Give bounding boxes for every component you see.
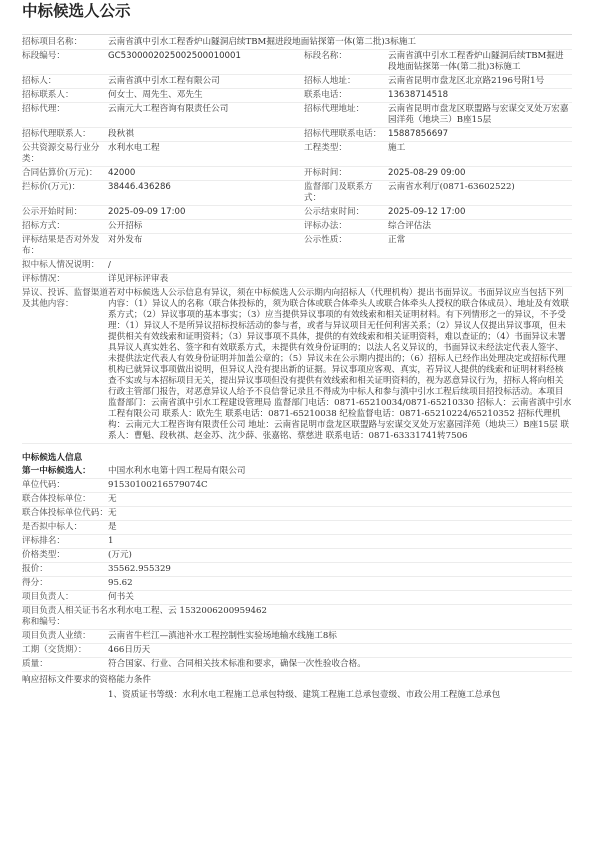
candidate-field-value: (万元) [108,550,132,560]
candidate-field-label: 报价： [22,564,48,574]
field-value: 13638714518 [388,90,449,100]
field-label: 招标代理： [22,104,65,114]
field-value: 云南省昆明市盘龙区联盟路与宏谋交叉处万宏嘉园洋苑（地块三）B座15层 [388,104,569,125]
candidate-field-value: 水利水电工程、云 1532006200959462 [108,606,267,616]
candidate-field-label: 价格类型： [22,550,65,560]
field-label: 招标代理联系人： [22,129,91,139]
field-label: 异议、投诉、监督渠道及其他内容： [22,288,108,309]
candidate-field-value: 466日历天 [108,645,151,655]
field-label: 招标人： [22,76,57,86]
requirements-section [22,674,572,701]
candidate-row [22,577,572,591]
candidate-row [22,644,572,658]
candidate-row [22,507,572,521]
field-label: 公示结束时间： [304,207,365,217]
candidate-field-value: 无 [108,494,117,504]
field-value: 施工 [388,143,406,153]
field-value: 15887856697 [388,129,449,139]
candidate-field-label: 单位代码： [22,480,65,490]
field-label: 标段名称： [304,51,347,61]
field-value: 对外发布 [108,235,143,245]
field-label: 招标方式： [22,221,65,231]
field-label: 拟中标人情况说明： [22,260,100,270]
candidate-row [22,493,572,507]
candidate-row [22,563,572,577]
field-label: 评标结果是否对外发布： [22,235,100,256]
field-label: 公示开始时间： [22,207,83,217]
info-row [22,50,572,75]
field-label: 公共资源交易行业分类： [22,143,100,164]
field-value: / [108,260,111,270]
candidate-row [22,465,572,479]
candidate-field-value: 云南省牛栏江—滇池补水工程控制性实验场地输水线施工8标 [108,631,337,641]
field-value: 水利水电工程 [108,143,160,153]
candidate-field-value: 91530100216579074C [108,480,208,490]
field-label: 招标项目名称： [22,37,83,47]
candidate-field-value: 35562.955329 [108,564,171,574]
info-row [22,103,572,128]
candidate-field-value: 95.62 [108,578,133,588]
requirements-text: 1、资质证书等级：水利水电工程施工总承包特级、建筑工程施工总承包壹级、市政公用工程施工总承包 [108,690,501,700]
candidate-field-label: 得分： [22,578,48,588]
info-row [22,234,572,259]
field-label: 评标情况： [22,274,65,284]
field-label: 评标办法： [304,221,347,231]
info-row [22,167,572,181]
info-row [22,220,572,234]
field-label: 合同估算价(万元)： [22,168,98,178]
candidate-row [22,630,572,644]
info-row [22,142,572,167]
info-row [22,89,572,103]
field-label: 拦标价(万元)： [22,182,81,192]
field-value: 云南省滇中引水工程香炉山隧洞后续TBM掘进段地面钻探第一体(第二批)3标施工 [388,51,564,72]
field-label: 招标代理联系电话： [304,129,382,139]
candidate-field-label: 质量： [22,659,48,669]
info-row [22,273,572,287]
candidate-field-label: 联合体投标单位： [22,494,91,504]
field-label: 联系电话： [304,90,347,100]
info-row [22,128,572,142]
candidate-row [22,605,572,630]
field-label: 招标人地址： [304,76,356,86]
field-label: 公示性质： [304,235,347,245]
candidate-field-label: 是否拟中标人： [22,522,83,532]
field-label: 标段编号： [22,51,65,61]
candidate-field-label: 工期（交货期）： [22,645,87,655]
info-row [22,287,572,444]
field-value: 何女士、周先生、邓先生 [108,90,203,100]
field-value: 38446.436286 [108,182,171,192]
field-value: 云南元大工程咨询有限责任公司 [108,104,229,114]
candidate-field-label: 项目负责人： [22,592,74,602]
candidate-row [22,549,572,563]
candidate-field-value: 中国水利水电第十四工程局有限公司 [108,466,246,476]
candidate-field-value: 是 [108,522,117,532]
candidate-field-label: 联合体投标单位代码： [22,508,108,518]
candidate-field-label: 评标排名： [22,536,65,546]
candidate-row [22,521,572,535]
field-value: 云南省滇中引水工程有限公司 [108,76,220,86]
candidate-field-value: 符合国家、行业、合同相关技术标准和要求，确保一次性验收合格。 [108,659,366,669]
field-value: 云南省昆明市盘龙区北京路2196号附1号 [388,76,545,86]
field-value: 云南省滇中引水工程香炉山隧洞启续TBM掘进段地面钻探第一体(第二批)3标施工 [108,37,417,47]
info-row [22,259,572,273]
info-row [22,36,572,50]
field-value: 综合评估法 [388,221,431,231]
project-info-table [22,36,572,444]
candidate-row [22,535,572,549]
field-value: 2025-09-09 17:00 [108,207,186,217]
field-label: 监督部门及联系方式： [304,182,373,203]
info-row [22,206,572,220]
field-value: 公开招标 [108,221,143,231]
candidate-field-value: 何书关 [108,592,134,602]
candidate-section-title: 中标候选人信息 [22,453,83,463]
title-divider [22,34,572,35]
field-label: 招标联系人： [22,90,74,100]
page-title: 中标候选人公示 [22,2,131,20]
candidate-row [22,479,572,493]
candidate-row [22,658,572,672]
field-value: 2025-08-29 09:00 [388,168,466,178]
field-label: 招标代理地址： [304,104,365,114]
field-value: 42000 [108,168,136,178]
candidate-info-section [22,452,572,672]
field-label: 工程类型： [304,143,347,153]
field-value: 正常 [388,235,406,245]
candidate-row [22,591,572,605]
requirements-title: 响应招标文件要求的资格能力条件 [22,675,151,685]
candidate-field-value: 无 [108,508,117,518]
candidate-field-label: 项目负责人相关证书名称和编号： [22,606,108,627]
info-row [22,181,572,206]
field-label: 开标时间： [304,168,347,178]
candidate-field-label: 第一中标候选人： [22,466,91,476]
info-row [22,75,572,89]
candidate-field-value: 1 [108,536,114,546]
field-value: 段秋祺 [108,129,134,139]
field-value: GC5300002025002500010001 [108,51,241,61]
field-value: 云南省水利厅(0871-63602522) [388,182,515,192]
field-value: 详见评标评审表 [108,274,169,284]
candidate-field-label: 项目负责人业绩： [22,631,91,641]
field-value: 若对中标候选人公示信息有异议，须在中标候选人公示期内向招标人（代理机构）提出书面异议。书面异议应当包括下列内容：（1）异议人的名称（联合体投标的，须为联合体或联合体牵头人或联合体牵头人授权的联合体成员）、地址及有效联系方式；（2）异议事项的基本事实；（3）应当提供异议事项的有效线索和相关证明材料。有下列情形之一的异议，不予受理：（1）异议人不是所异议招标投标活动的参与者，或者与异议项目无任何利害关系；（2）异议人仅提出异议事项，但未提供相关有效线索和证明资料；（3）异议事项不具体，提供的有效线索和相关证明资料，难以查证的；（4）书面异议未署具异议人真实姓名、签字和有效联系方式，未提供有效身份证明的；以法人名义异议的，书面异议未经法定代表人签字、未提供法定代表人有效身份证明并加盖公章的；（5）异议未在公示期内提出的；（6）招标人已经作出处理决定或招标代理机构已就异议事项做出说明，但异议人没有提出新的证据。异议事项应客观、真实，若异议人提供的线索和证明材料经核查不实或与本招标项目无关，提出异议事项但没有提供有效线索和相关证明资料的，视为恶意异议行为，招标人将向相关行政主管部门报告，对恶意异议人给予不良信誉记录且不得成为中标人和参与滇中引水工程后续项目招投标活动。本项目监督部门：云南省滇中引水工程建设管理局 监督部门电话：0871-65210034/0871-65210330 招标人：云南省滇中引水工程有限公司 联系人：欧先生 联系电话：0871-65210038 纪检监督电话：0871-65210224/65210352 招标代理机构：云南元大工程咨询有限责任公司 地址：云南省昆明市盘龙区联盟路与宏谋交叉处万宏嘉园洋苑（地块三）B座15层 联系人：曹魁、段秋祺、赵金苏、沈少薛、张嘉铭、蔡慈进 联系电话：0871-63331741转7506 [108,288,572,441]
field-value: 2025-09-12 17:00 [388,207,466,217]
